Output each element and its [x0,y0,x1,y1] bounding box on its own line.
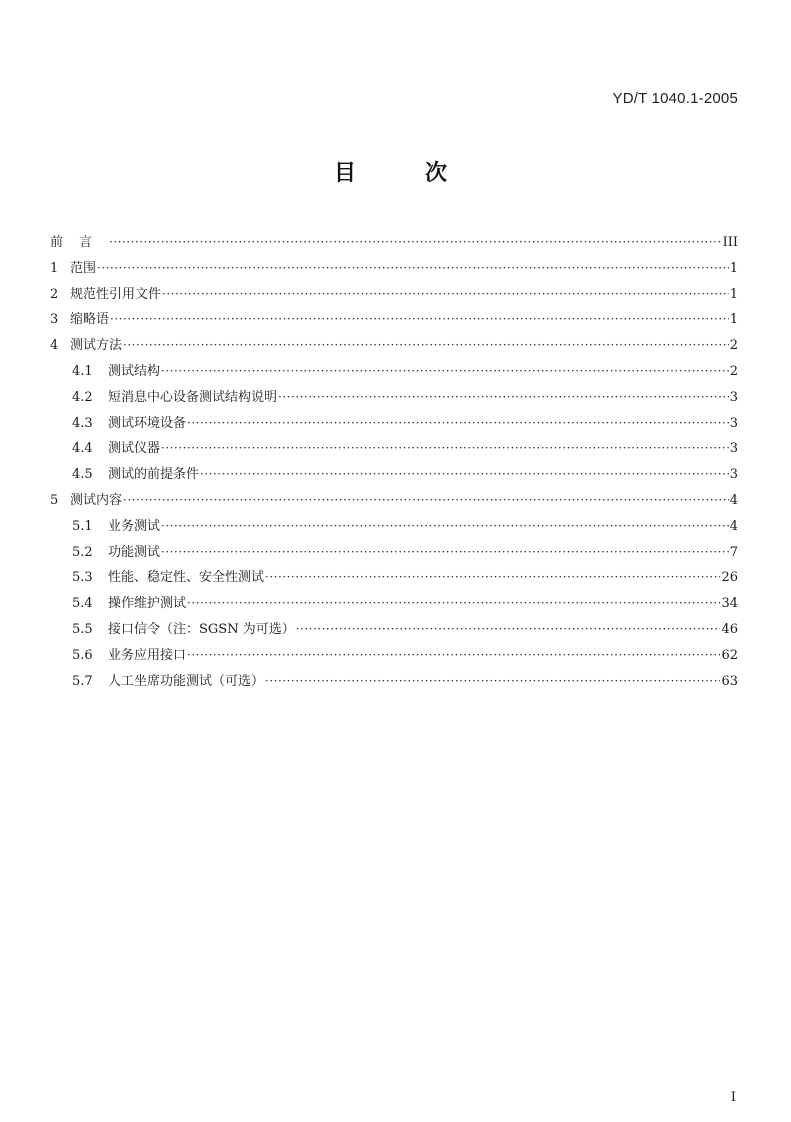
toc-entry-label: 功能测试 [108,544,161,560]
toc-entry-number: 5.6 [72,647,93,663]
toc-entry-label: 缩略语 [70,312,110,328]
toc-dot-leader [296,617,721,643]
toc-entry-label: 操作维护测试 [108,596,187,612]
toc-title [0,156,791,190]
toc-entry-number: 4.1 [72,363,93,379]
toc-entry-number: 5.3 [72,570,93,586]
document-code: YD/T 1040.1-2005 [612,90,738,107]
toc-dot-leader [123,488,729,514]
toc-dot-leader [278,385,729,411]
toc-entry-page: 3 [729,441,738,457]
toc-entry-page: 4 [729,518,738,534]
toc-entry-label: 测试内容 [70,492,123,508]
toc-title-char-2: 次 [425,161,448,186]
toc-entry-page: 1 [729,286,738,302]
toc-entry-number: 3 [50,312,59,328]
toc-dot-leader [265,565,720,591]
toc-dot-leader [123,333,729,359]
toc-entry-1[interactable] [50,256,738,282]
toc-entry-label: 人工坐席功能测试（可选） [108,673,265,689]
toc-entry-number: 4 [50,338,59,354]
toc-dot-leader [187,591,720,617]
toc-entry-label: 短消息中心设备测试结构说明 [108,389,278,405]
toc-title-char-1: 目 [334,161,357,186]
toc-entry-4-1[interactable] [50,359,738,385]
toc-entry-label: 性能、稳定性、安全性测试 [108,570,265,586]
toc-entry-page: 62 [721,647,738,663]
toc-entry-label: 接口信令（注：SGSN 为可选） [108,621,295,637]
toc-entry-number: 2 [50,286,59,302]
toc-entry-number: 5.7 [72,673,93,689]
toc-entry-4-2[interactable] [50,385,738,411]
toc-entry-label: 范围 [70,260,97,276]
toc-dot-leader [161,514,729,540]
toc-entry-2[interactable] [50,282,738,308]
toc-entry-label: 业务应用接口 [108,647,187,663]
toc-entry-number: 5.5 [72,621,93,637]
toc-entry-number: 4.2 [72,389,93,405]
toc-entry-label: 测试仪器 [108,441,161,457]
toc-entry-5[interactable] [50,488,738,514]
toc-entry-page: 3 [729,389,738,405]
toc-entry-page: 63 [721,673,738,689]
toc-entry-4[interactable] [50,333,738,359]
toc-entry-label: 测试结构 [108,363,161,379]
toc-entry-page: 2 [729,338,738,354]
toc-dot-leader [187,411,729,437]
toc-entry-page: 2 [729,363,738,379]
toc-entry-5-1[interactable] [50,514,738,540]
toc-entry-page: 26 [721,570,738,586]
toc-entry-5-4[interactable] [50,591,738,617]
toc-entry-number: 4.5 [72,467,93,483]
toc-dot-leader [161,436,729,462]
toc-entry-4-5[interactable] [50,462,738,488]
toc-entry-number: 5.1 [72,518,93,534]
toc-entry-page: 7 [729,544,738,560]
toc-dot-leader [265,669,720,695]
toc-entry-number: 5 [50,492,59,508]
toc-entry-number: 5.2 [72,544,93,560]
toc-entry-5-5[interactable] [50,617,738,643]
toc-entry-page: III [722,235,738,250]
toc-entry-page: 3 [729,415,738,431]
toc-entry-5-7[interactable] [50,669,738,695]
toc-entry-number: 4.4 [72,441,93,457]
toc-entry-label: 测试环境设备 [108,415,187,431]
toc-dot-leader [200,462,729,488]
toc-entry-page: 1 [729,312,738,328]
toc-entry-foreword[interactable] [50,230,738,256]
toc-dot-leader [109,230,722,256]
toc-entry-label: 规范性引用文件 [70,286,162,302]
toc-entry-4-3[interactable] [50,411,738,437]
toc-entry-5-3[interactable] [50,565,738,591]
toc-dot-leader [187,643,720,669]
toc-entry-5-6[interactable] [50,643,738,669]
toc-entry-number: 5.4 [72,596,93,612]
toc-dot-leader [110,307,729,333]
toc-entry-page: 1 [729,260,738,276]
toc-entry-3[interactable] [50,307,738,333]
toc-list [50,230,738,694]
toc-entry-page: 34 [721,596,738,612]
toc-entry-page: 3 [729,467,738,483]
toc-dot-leader [162,282,729,308]
toc-dot-leader [161,540,729,566]
toc-entry-label: 前言 [50,235,109,250]
toc-entry-label: 测试的前提条件 [108,467,200,483]
toc-entry-label: 测试方法 [70,338,123,354]
toc-dot-leader [161,359,729,385]
toc-entry-number: 1 [50,260,59,276]
toc-entry-5-2[interactable] [50,540,738,566]
toc-entry-number: 4.3 [72,415,93,431]
toc-entry-4-4[interactable] [50,436,738,462]
toc-entry-label: 业务测试 [108,518,161,534]
toc-entry-page: 46 [721,621,738,637]
toc-dot-leader [97,256,729,282]
toc-entry-page: 4 [729,492,738,508]
